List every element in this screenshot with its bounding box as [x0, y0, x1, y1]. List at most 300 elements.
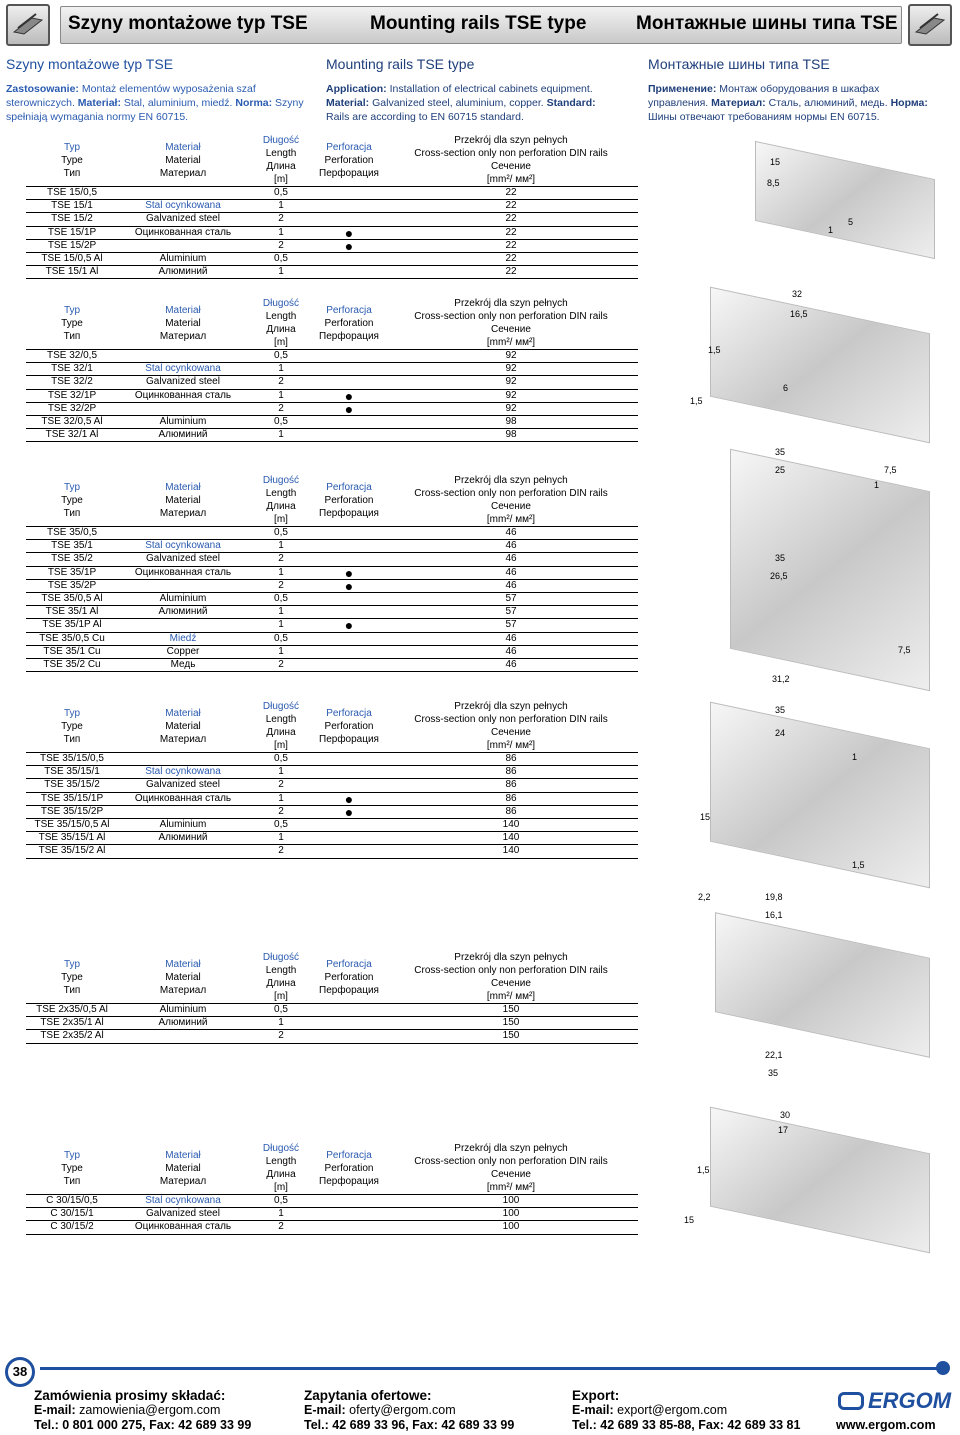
cell-perforation — [314, 845, 384, 858]
table-row — [26, 579, 638, 592]
col-length-label: [m] — [274, 514, 288, 525]
cell-material: Aluminium — [159, 819, 207, 831]
product-table — [26, 951, 638, 1044]
cell-length: 1 — [278, 645, 284, 657]
cell-section: 46 — [505, 566, 517, 578]
table-row — [26, 252, 638, 265]
norm-text: Szyny spełniają wymagania normy EN 60715. — [6, 97, 304, 123]
dimension-label: 16,5 — [790, 309, 808, 319]
cell-material — [118, 753, 248, 766]
cell-material: Copper — [166, 645, 200, 657]
table-header-row — [26, 700, 638, 753]
cell-material: Aluminium — [159, 1004, 207, 1016]
dimension-label: 6 — [783, 383, 789, 393]
col-material-label: Материал — [159, 1175, 207, 1187]
cell-perforation — [314, 429, 384, 442]
col-length — [248, 474, 314, 527]
col-material — [118, 474, 248, 527]
cell-type: TSE 2x35/2 Al — [40, 1030, 104, 1042]
cell-material: Galvanized steel — [146, 779, 220, 791]
col-section-label: Cross-section only non perforation DIN rails — [414, 488, 608, 499]
col-length-label: Długość — [262, 298, 300, 309]
cell-length: 0,5 — [274, 253, 288, 265]
cell-section: 92 — [505, 376, 517, 388]
table-row — [26, 363, 638, 376]
cell-perforation: ● — [344, 564, 354, 581]
col-section-label: Przekrój dla szyn pełnych — [454, 701, 568, 712]
cell-section: 22 — [505, 266, 517, 278]
col-material-label: Materiał — [165, 481, 201, 493]
intro-en-text — [326, 82, 626, 124]
dimension-label: 15 — [770, 157, 781, 167]
col-section — [384, 474, 638, 527]
mat-text: Сталь, алюминий, медь. — [768, 97, 888, 109]
cell-type: TSE 35/1P — [47, 566, 97, 578]
col-type — [26, 474, 118, 527]
cell-material: Оцинкованная сталь — [134, 226, 232, 238]
cell-type: TSE 35/0,5 Al — [41, 593, 103, 605]
col-section-label: Сечение — [491, 727, 531, 738]
cell-perforation — [314, 363, 384, 376]
intro-pl-text — [6, 82, 306, 124]
dimension-label: 16,1 — [765, 910, 783, 920]
norm-label: Norma: — [235, 97, 273, 109]
cell-type: TSE 2x35/1 Al — [40, 1017, 104, 1029]
product-table — [26, 474, 638, 672]
col-perf-label: Perforation — [324, 494, 374, 506]
col-section-label: Cross-section only non perforation DIN rails — [414, 311, 608, 322]
col-type-label: Тип — [63, 507, 81, 519]
col-material-label: Materiał — [165, 1149, 201, 1161]
cell-perforation: ● — [344, 790, 354, 807]
cell-material: Алюминий — [158, 606, 208, 618]
inquiries-title: Zapytania ofertowe: — [304, 1388, 432, 1403]
cell-perforation — [314, 658, 384, 671]
table-row — [26, 619, 638, 632]
table-row — [26, 818, 638, 831]
col-perf-label: Perforacja — [326, 481, 372, 493]
ergom-logo — [838, 1388, 951, 1414]
cell-section: 92 — [505, 363, 517, 375]
dimension-label: 32 — [792, 289, 803, 299]
col-material-label: Материал — [159, 984, 207, 996]
col-perforation — [314, 951, 384, 1004]
col-section-label: Сечение — [491, 501, 531, 512]
col-material-label: Material — [165, 494, 201, 506]
cell-material — [118, 402, 248, 415]
cell-section: 22 — [505, 213, 517, 225]
cell-type: TSE 35/2 — [51, 553, 93, 565]
cell-type: TSE 35/15/0,5 — [40, 753, 104, 765]
table-row — [26, 766, 638, 779]
cell-length: 2 — [278, 779, 284, 791]
header-title-ru: Монтажные шины типа TSE — [636, 13, 898, 34]
cell-section: 140 — [502, 845, 520, 857]
col-perf-label: Perforacja — [326, 958, 372, 970]
table-row — [26, 350, 638, 363]
cell-type: TSE 2x35/0,5 Al — [36, 1004, 108, 1016]
table-row — [26, 832, 638, 845]
cell-perforation: ● — [344, 577, 354, 594]
col-perforation — [314, 1142, 384, 1195]
col-length-label: Długość — [262, 701, 300, 712]
cell-section: 140 — [502, 832, 520, 844]
cell-section: 92 — [505, 350, 517, 362]
cell-perforation: ● — [344, 224, 354, 241]
table-row — [26, 429, 638, 442]
dimension-label: 1 — [874, 480, 880, 490]
table-row — [26, 540, 638, 553]
footer-inquiries — [304, 1388, 514, 1433]
col-length-label: Długość — [262, 1143, 300, 1154]
dimension-label: 35 — [768, 1068, 779, 1078]
export-title: Export: — [572, 1388, 620, 1403]
col-length-label: Длина — [266, 501, 296, 512]
norm-label: Норма: — [890, 97, 928, 109]
cell-material — [118, 239, 248, 252]
cell-perforation — [314, 632, 384, 645]
col-length — [248, 1142, 314, 1195]
cell-section: 140 — [502, 819, 520, 831]
col-type-label: Typ — [63, 304, 81, 316]
col-section — [384, 297, 638, 350]
col-material-label: Material — [165, 720, 201, 732]
col-length-label: [m] — [274, 991, 288, 1002]
dimension-label: 7,5 — [884, 465, 897, 475]
col-section-label: [mm²/ мм²] — [486, 174, 536, 185]
cell-length: 2 — [278, 658, 284, 670]
cell-material: Stal ocynkowana — [145, 363, 221, 375]
cell-type: TSE 32/1P — [47, 389, 97, 401]
cell-material — [118, 805, 248, 818]
col-length-label: Length — [265, 148, 297, 159]
col-section-label: Przekrój dla szyn pełnych — [454, 298, 568, 309]
cell-perforation — [314, 645, 384, 658]
cell-section: 22 — [505, 239, 517, 251]
table-row — [26, 566, 638, 579]
col-material-label: Материал — [159, 507, 207, 519]
cell-length: 1 — [278, 200, 284, 212]
cell-material — [118, 1030, 248, 1043]
dimension-label: 5 — [848, 217, 854, 227]
cell-material — [118, 187, 248, 200]
rail-icon — [908, 4, 952, 46]
dimension-label: 7,5 — [898, 645, 911, 655]
cell-material: Aluminium — [159, 253, 207, 265]
col-perforation — [314, 474, 384, 527]
col-material — [118, 134, 248, 187]
cell-section: 22 — [505, 253, 517, 265]
col-section — [384, 1142, 638, 1195]
cell-length: 1 — [278, 429, 284, 441]
table-row — [26, 792, 638, 805]
col-type — [26, 134, 118, 187]
cell-type: C 30/15/0,5 — [46, 1195, 98, 1207]
col-perf-label: Perforacja — [326, 141, 372, 153]
table-row — [26, 389, 638, 402]
col-length-label: Długość — [262, 952, 300, 963]
cell-type: TSE 15/1 Al — [45, 266, 99, 278]
rail-drawing — [715, 912, 930, 1058]
col-length-label: Длина — [266, 978, 296, 989]
col-perforation — [314, 134, 384, 187]
cell-length: 0,5 — [274, 187, 288, 199]
app-text: Installation of electrical cabinets equipment. — [389, 83, 593, 95]
col-type-label: Тип — [63, 330, 81, 342]
cell-perforation — [314, 1195, 384, 1208]
table-row — [26, 1208, 638, 1221]
cell-perforation: ● — [344, 387, 354, 404]
table-row — [26, 226, 638, 239]
cell-section: 100 — [502, 1208, 520, 1220]
col-length-label: [m] — [274, 174, 288, 185]
cell-type: TSE 35/15/1 Al — [38, 832, 106, 844]
product-table — [26, 297, 638, 442]
cell-section: 46 — [505, 553, 517, 565]
col-length-label: [m] — [274, 1182, 288, 1193]
cell-perforation — [314, 415, 384, 428]
orders-tel: Tel.: 0 801 000 275, Fax: 42 689 33 99 — [34, 1418, 252, 1432]
col-perf-label: Перфорация — [319, 507, 379, 519]
cell-type: TSE 32/2P — [47, 402, 97, 414]
col-length-label: Длина — [266, 324, 296, 335]
col-perf-label: Перфорация — [319, 984, 379, 996]
norm-text: Шины отвечают требованиям нормы EN 60715. — [648, 111, 880, 123]
cell-section: 22 — [505, 226, 517, 238]
website-link[interactable]: www.ergom.com — [836, 1418, 936, 1432]
col-section — [384, 134, 638, 187]
table-row — [26, 376, 638, 389]
cell-section: 86 — [505, 805, 517, 817]
dimension-label: 2,2 — [698, 892, 711, 902]
cell-type: TSE 35/0,5 — [46, 527, 98, 539]
cell-type: TSE 32/0,5 Al — [41, 416, 103, 428]
inquiries-email-link[interactable]: oferty@ergom.com — [349, 1403, 456, 1417]
export-email-link[interactable]: export@ergom.com — [617, 1403, 728, 1417]
col-length-label: Długość — [262, 475, 300, 486]
product-table — [26, 1142, 638, 1235]
col-material-label: Materiał — [165, 304, 201, 316]
table-row — [26, 779, 638, 792]
col-type-label: Type — [61, 317, 83, 329]
dimension-label: 1,5 — [708, 345, 721, 355]
cell-material: Оцинкованная сталь — [134, 389, 232, 401]
col-perf-label: Perforation — [324, 154, 374, 166]
cell-material: Оцинкованная сталь — [134, 566, 232, 578]
orders-email-link[interactable]: zamowienia@ergom.com — [79, 1403, 221, 1417]
table-header-row — [26, 134, 638, 187]
cell-type: TSE 35/15/2 — [44, 779, 100, 791]
col-section — [384, 700, 638, 753]
col-perf-label: Перфорация — [319, 167, 379, 179]
cell-section: 57 — [505, 619, 517, 631]
table-row — [26, 606, 638, 619]
dimension-label: 15 — [700, 812, 711, 822]
cell-perforation — [314, 527, 384, 540]
orders-title: Zamówienia prosimy składać: — [34, 1388, 226, 1403]
export-tel: Tel.: 42 689 33 85-88, Fax: 42 689 33 81 — [572, 1418, 801, 1432]
product-table — [26, 134, 638, 279]
dimension-label: 35 — [775, 705, 786, 715]
cell-section: 46 — [505, 658, 517, 670]
col-material-label: Materiał — [165, 707, 201, 719]
rail-drawing — [710, 1107, 930, 1254]
col-length-label: Długość — [262, 135, 300, 146]
col-length-label: Длина — [266, 161, 296, 172]
col-perf-label: Perforation — [324, 720, 374, 732]
table-row — [26, 415, 638, 428]
mat-label: Материал: — [711, 97, 766, 109]
rail-drawing — [755, 141, 935, 259]
col-section-label: Cross-section only non perforation DIN rails — [414, 1156, 608, 1167]
col-length-label: [m] — [274, 337, 288, 348]
dimension-label: 8,5 — [767, 178, 780, 188]
cell-length: 1 — [278, 389, 284, 401]
cell-length: 2 — [278, 1030, 284, 1042]
col-section — [384, 951, 638, 1004]
col-perf-label: Перфорация — [319, 330, 379, 342]
col-section-label: Przekrój dla szyn pełnych — [454, 135, 568, 146]
col-type-label: Тип — [63, 733, 81, 745]
cell-type: TSE 35/0,5 Cu — [39, 632, 105, 644]
table-row — [26, 658, 638, 671]
table-row — [26, 213, 638, 226]
col-material — [118, 700, 248, 753]
col-length — [248, 134, 314, 187]
mat-text: Galvanized steel, aluminium, copper. — [372, 97, 544, 109]
cell-material: Aluminium — [159, 416, 207, 428]
cell-length: 2 — [278, 1221, 284, 1233]
cell-length: 2 — [278, 402, 284, 414]
table-header-row — [26, 297, 638, 350]
cell-material — [118, 845, 248, 858]
cell-length: 0,5 — [274, 416, 288, 428]
cell-section: 46 — [505, 632, 517, 644]
cell-type: TSE 32/0,5 — [46, 350, 98, 362]
cell-section: 150 — [502, 1030, 520, 1042]
cell-section: 22 — [505, 187, 517, 199]
cell-perforation — [314, 1030, 384, 1043]
table-header-row — [26, 474, 638, 527]
col-section-label: Cross-section only non perforation DIN rails — [414, 148, 608, 159]
cell-length: 2 — [278, 579, 284, 591]
cell-material: Stal ocynkowana — [145, 200, 221, 212]
col-type-label: Typ — [63, 707, 81, 719]
cell-section: 92 — [505, 402, 517, 414]
cell-length: 0,5 — [274, 819, 288, 831]
col-length-label: Длина — [266, 1169, 296, 1180]
table-row — [26, 1195, 638, 1208]
col-type — [26, 951, 118, 1004]
cell-type: TSE 15/2P — [47, 239, 97, 251]
rail-drawing — [710, 287, 930, 444]
col-length-label: Length — [265, 488, 297, 499]
col-perf-label: Perforacja — [326, 304, 372, 316]
table-row — [26, 553, 638, 566]
cell-perforation — [314, 350, 384, 363]
dimension-label: 17 — [778, 1125, 789, 1135]
col-length-label: Length — [265, 1156, 297, 1167]
cell-section: 46 — [505, 579, 517, 591]
cell-material: Оцинкованная сталь — [134, 1221, 232, 1233]
col-section-label: [mm²/ мм²] — [486, 337, 536, 348]
col-type-label: Typ — [63, 1149, 81, 1161]
inquiries-tel: Tel.: 42 689 33 96, Fax: 42 689 33 99 — [304, 1418, 515, 1432]
col-length-label: Length — [265, 965, 297, 976]
cell-material — [118, 619, 248, 632]
cell-material: Miedź — [169, 632, 197, 644]
cell-section: 86 — [505, 753, 517, 765]
col-section-label: Przekrój dla szyn pełnych — [454, 952, 568, 963]
dimension-label: 1 — [828, 225, 834, 235]
col-material-label: Material — [165, 317, 201, 329]
cell-type: C 30/15/1 — [50, 1208, 94, 1220]
dimension-label: 31,2 — [772, 674, 790, 684]
norm-label: Standard: — [546, 97, 596, 109]
cell-type: TSE 35/1 Al — [45, 606, 99, 618]
rail-icon — [6, 4, 50, 46]
table-row — [26, 1030, 638, 1043]
col-perf-label: Perforation — [324, 317, 374, 329]
app-text: Монтаж оборудования в шкафах управления. — [648, 83, 880, 109]
dimension-label: 15 — [684, 1215, 695, 1225]
cell-section: 92 — [505, 389, 517, 401]
cell-type: TSE 35/1 Cu — [43, 645, 101, 657]
cell-section: 98 — [505, 416, 517, 428]
table-row — [26, 187, 638, 200]
cell-perforation: ● — [344, 803, 354, 820]
cell-length: 0,5 — [274, 753, 288, 765]
email-label: E-mail: — [304, 1403, 346, 1417]
intro-pl — [6, 56, 306, 124]
table-row — [26, 266, 638, 279]
dimension-label: 25 — [775, 465, 786, 475]
col-section-label: [mm²/ мм²] — [486, 1182, 536, 1193]
cell-length: 2 — [278, 845, 284, 857]
col-material-label: Материал — [159, 167, 207, 179]
cell-perforation — [314, 753, 384, 766]
col-section-label: [mm²/ мм²] — [486, 991, 536, 1002]
dimension-label: 26,5 — [770, 571, 788, 581]
col-material-label: Material — [165, 154, 201, 166]
table-row — [26, 845, 638, 858]
col-perforation — [314, 700, 384, 753]
cell-section: 57 — [505, 606, 517, 618]
col-perf-label: Перфорация — [319, 733, 379, 745]
cell-length: 0,5 — [274, 1195, 288, 1207]
app-text: Montaż elementów wyposażenia szaf sterowniczych. — [6, 83, 256, 109]
cell-perforation — [314, 266, 384, 279]
cell-length: 0,5 — [274, 350, 288, 362]
cell-section: 100 — [502, 1195, 520, 1207]
app-label: Применение: — [648, 83, 717, 95]
footer-dot — [936, 1361, 950, 1375]
cell-perforation — [314, 832, 384, 845]
cell-perforation — [314, 1221, 384, 1234]
cell-section: 46 — [505, 527, 517, 539]
cell-type: TSE 35/15/1 — [44, 766, 100, 778]
cell-section: 86 — [505, 766, 517, 778]
cell-length: 1 — [278, 566, 284, 578]
app-label: Application: — [326, 83, 387, 95]
cell-section: 150 — [502, 1017, 520, 1029]
cell-material: Galvanized steel — [146, 553, 220, 565]
col-material-label: Materiał — [165, 141, 201, 153]
cell-section: 98 — [505, 429, 517, 441]
table-row — [26, 1221, 638, 1234]
dimension-label: 22,1 — [765, 1050, 783, 1060]
cell-length: 1 — [278, 226, 284, 238]
